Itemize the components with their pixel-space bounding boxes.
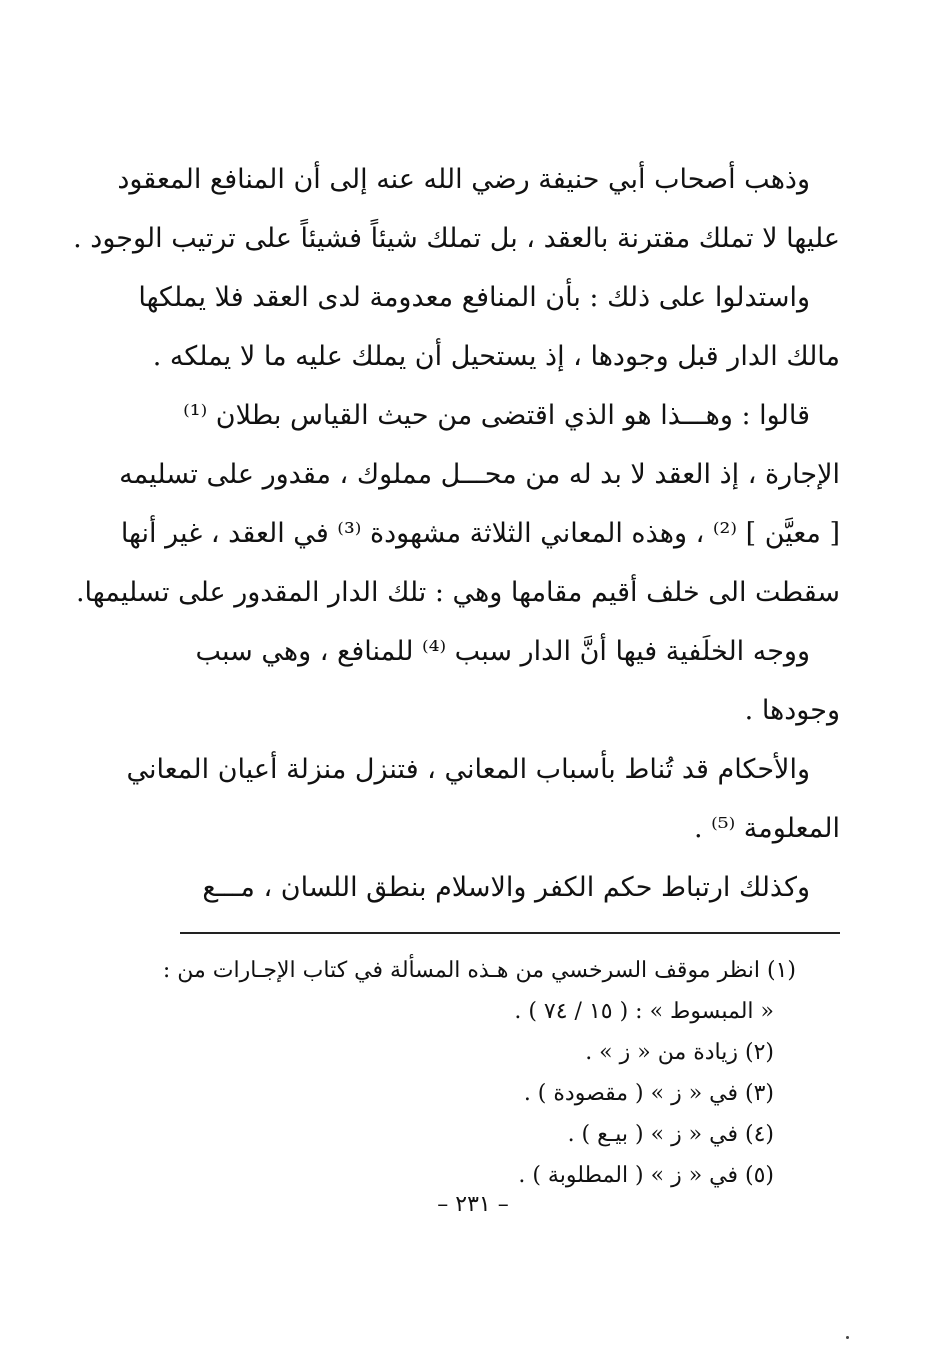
footnote: (١) انظر موقف السرخسي من هـذه المسألة في كتاب الإجـارات من : [162, 958, 796, 983]
text-line: المعلومة ⁽⁵⁾ . [693, 813, 840, 844]
text-line: مالك الدار قبل وجودها ، إذ يستحيل أن يملك عليه ما لا يملكه . [152, 341, 840, 372]
footnote: (٥) في « ز » ( المطلوبة ) . [518, 1163, 774, 1188]
footnote-separator [180, 932, 840, 934]
scan-speck [846, 1336, 849, 1339]
text-line: والأحكام قد تُناط بأسباب المعاني ، فتنزل منزلة أعيان المعاني [126, 754, 810, 785]
text-line: عليها لا تملك مقترنة بالعقد ، بل تملك شيئاً فشيئاً على ترتيب الوجود . [73, 223, 840, 254]
footnotes [162, 950, 796, 1196]
text-line: الإجارة ، إذ العقد لا بد له من محـــل مملوك ، مقدور على تسليمه [119, 459, 840, 490]
text-line: قالوا : وهـــذا هو الذي اقتضى من حيث القياس بطلان ⁽¹⁾ [183, 400, 810, 431]
text-line: سقطت الى خلف أقيم مقامها وهي : تلك الدار المقدور على تسليمها. [75, 577, 840, 608]
text-line: واستدلوا على ذلك : بأن المنافع معدومة لدى العقد فلا يملكها [138, 282, 810, 313]
text-line: ووجه الخلَفية فيها أنَّ الدار سبب ⁽⁴⁾ للمنافع ، وهي سبب [195, 636, 810, 667]
footnote: (٣) في « ز » ( مقصودة ) . [523, 1081, 774, 1106]
footnote: (٢) زيادة من « ز » . [585, 1040, 774, 1065]
text-line: وكذلك ارتباط حكم الكفر والاسلام بنطق اللسان ، مـــع [202, 872, 810, 903]
page-number: – ٢٣١ – [437, 1192, 509, 1217]
footnote: « المبسوط » : ( ١٥ / ٧٤ ) . [514, 999, 774, 1024]
text-line: وذهب أصحاب أبي حنيفة رضي الله عنه إلى أن المنافع المعقود [117, 164, 810, 195]
text-line: وجودها . [744, 695, 840, 726]
main-text [73, 150, 840, 917]
text-line: [ معيَّن ] ⁽²⁾ ، وهذه المعاني الثلاثة مشهودة ⁽³⁾ في العقد ، غير أنها [120, 518, 840, 549]
footnote: (٤) في « ز » ( بيـع ) . [567, 1122, 774, 1147]
